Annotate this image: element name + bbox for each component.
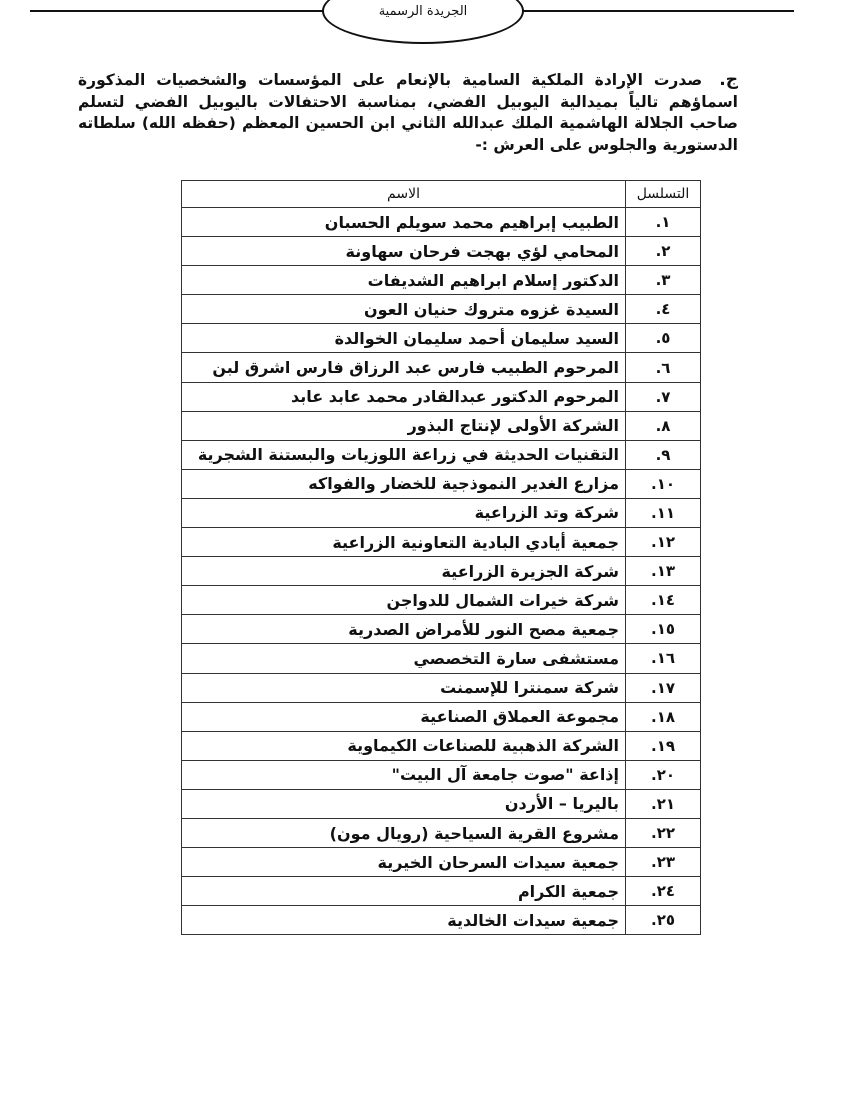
row-serial: ٢٢. <box>626 818 701 847</box>
row-serial: ١٥. <box>626 615 701 644</box>
row-serial: ١٧. <box>626 673 701 702</box>
row-serial: ١٦. <box>626 644 701 673</box>
table-row <box>182 440 701 469</box>
row-name: جمعية الكرام <box>182 877 626 906</box>
row-serial: ١٩. <box>626 731 701 760</box>
row-serial: ١٤. <box>626 586 701 615</box>
table-row <box>182 295 701 324</box>
row-serial: ٢. <box>626 237 701 266</box>
row-name: المحامي لؤي بهجت فرحان سهاونة <box>182 237 626 266</box>
row-name: الشركة الأولى لإنتاج البذور <box>182 411 626 440</box>
table-row <box>182 586 701 615</box>
honorees-table <box>181 180 701 935</box>
table-row <box>182 528 701 557</box>
column-header-name: الاسم <box>182 181 626 208</box>
table-header-row <box>182 181 701 208</box>
row-serial: ١٢. <box>626 528 701 557</box>
row-name: المرحوم الطبيب فارس عبد الرزاق فارس اشرق لبن <box>182 353 626 382</box>
table-row <box>182 557 701 586</box>
row-serial: ٣. <box>626 266 701 295</box>
row-name: جمعية أيادي البادية التعاونية الزراعية <box>182 528 626 557</box>
table-row <box>182 789 701 818</box>
row-name: شركة خيرات الشمال للدواجن <box>182 586 626 615</box>
section-marker: ج. <box>719 70 738 90</box>
row-serial: ٢٠. <box>626 760 701 789</box>
row-serial: ١. <box>626 208 701 237</box>
row-serial: ١٣. <box>626 557 701 586</box>
row-serial: ٨. <box>626 411 701 440</box>
column-header-serial: التسلسل <box>626 181 701 208</box>
row-serial: ٤. <box>626 295 701 324</box>
row-name: مجموعة العملاق الصناعية <box>182 702 626 731</box>
row-name: التقنيات الحديثة في زراعة اللوزيات والبستنة الشجرية <box>182 440 626 469</box>
row-serial: ١١. <box>626 498 701 527</box>
row-serial: ٢٥. <box>626 906 701 935</box>
table-row <box>182 644 701 673</box>
row-serial: ٢١. <box>626 789 701 818</box>
table-row <box>182 673 701 702</box>
gazette-title: الجريدة الرسمية <box>378 4 468 19</box>
table-row <box>182 848 701 877</box>
table-body <box>182 208 701 935</box>
table-row <box>182 324 701 353</box>
table-row <box>182 760 701 789</box>
row-name: باليريا – الأردن <box>182 789 626 818</box>
row-name: جمعية سيدات السرحان الخيرية <box>182 848 626 877</box>
table-row <box>182 469 701 498</box>
row-name: شركة سمنترا للإسمنت <box>182 673 626 702</box>
table-row <box>182 208 701 237</box>
row-name: مشروع القرية السياحية (رويال مون) <box>182 818 626 847</box>
row-serial: ٢٤. <box>626 877 701 906</box>
row-serial: ٩. <box>626 440 701 469</box>
table-row <box>182 615 701 644</box>
row-name: شركة الجزيرة الزراعية <box>182 557 626 586</box>
row-name: إذاعة "صوت جامعة آل البيت" <box>182 760 626 789</box>
table-row <box>182 731 701 760</box>
table-row <box>182 411 701 440</box>
row-name: الطبيب إبراهيم محمد سويلم الحسبان <box>182 208 626 237</box>
row-name: السيدة غزوه متروك حنيان العون <box>182 295 626 324</box>
row-name: السيد سليمان أحمد سليمان الخوالدة <box>182 324 626 353</box>
table-row <box>182 237 701 266</box>
intro-text: صدرت الإرادة الملكية السامية بالإنعام على المؤسسات والشخصيات المذكورة اسماؤهم تالياً بميدالية اليوبيل الفضي، بمناسبة الاحتفالات باليوبيل الفضي لتسلم صاحب الجلالة الهاشمية الملك عبدالله الثاني ابن الحسين المعظم (حفظه الله) سلطاته الدستورية والجلوس على العرش :- <box>78 71 738 154</box>
table-row <box>182 498 701 527</box>
intro-paragraph <box>78 70 738 156</box>
row-name: الشركة الذهبية للصناعات الكيماوية <box>182 731 626 760</box>
row-name: جمعية سيدات الخالدية <box>182 906 626 935</box>
row-serial: ١٠. <box>626 469 701 498</box>
row-name: مستشفى سارة التخصصي <box>182 644 626 673</box>
table-row <box>182 266 701 295</box>
row-name: شركة وتد الزراعية <box>182 498 626 527</box>
row-name: مزارع الغدير النموذجية للخضار والفواكه <box>182 469 626 498</box>
table-row <box>182 906 701 935</box>
row-serial: ٥. <box>626 324 701 353</box>
table-row <box>182 877 701 906</box>
row-serial: ٦. <box>626 353 701 382</box>
header-rule-left <box>30 10 326 12</box>
row-serial: ١٨. <box>626 702 701 731</box>
row-name: جمعية مصح النور للأمراض الصدرية <box>182 615 626 644</box>
row-serial: ٧. <box>626 382 701 411</box>
table-row <box>182 702 701 731</box>
row-name: المرحوم الدكتور عبدالقادر محمد عابد عابد <box>182 382 626 411</box>
row-serial: ٢٣. <box>626 848 701 877</box>
table-row <box>182 818 701 847</box>
table-row <box>182 353 701 382</box>
row-name: الدكتور إسلام ابراهيم الشديفات <box>182 266 626 295</box>
table-row <box>182 382 701 411</box>
header-rule-right <box>522 10 794 12</box>
